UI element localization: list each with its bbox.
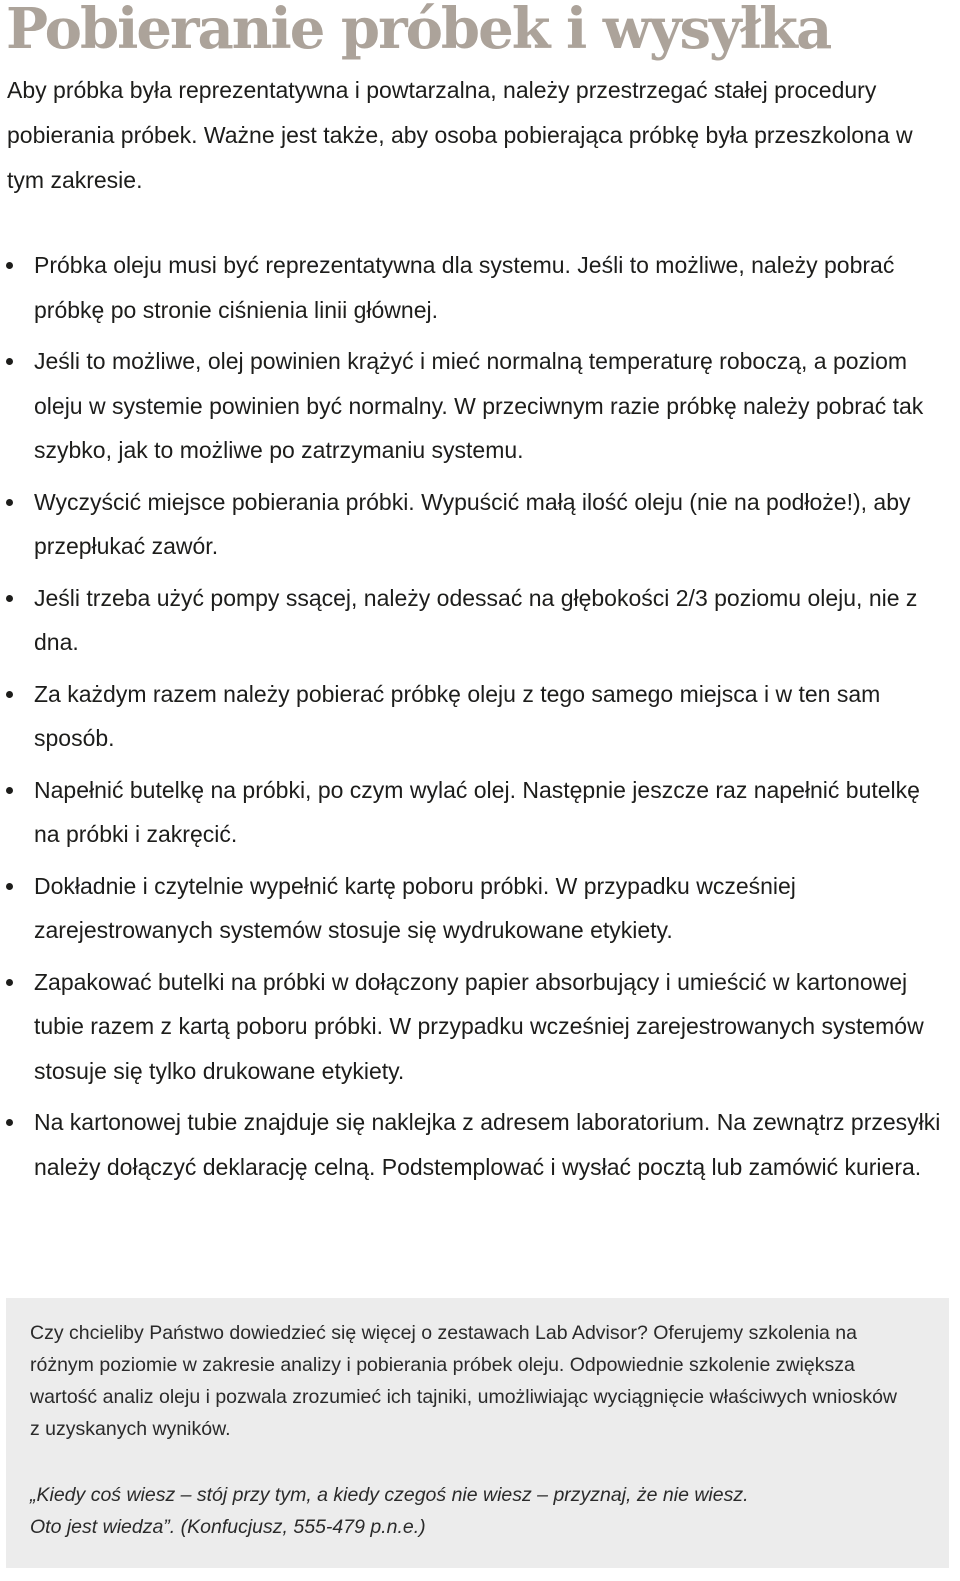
procedure-list xyxy=(0,243,960,1196)
bullet-icon xyxy=(6,1119,13,1126)
list-item-text: Za każdym razem należy pobierać próbkę oleju z tego samego miejsca i w ten sam sposób. xyxy=(34,680,881,751)
bullet-icon xyxy=(6,358,13,365)
list-item-text: Wyczyścić miejsce pobierania próbki. Wypuścić małą ilość oleju (nie na podłoże!), aby przepłukać zawór. xyxy=(34,488,911,559)
list-item-text: Napełnić butelkę na próbki, po czym wylać olej. Następnie jeszcze raz napełnić butelkę na próbki i zakręcić. xyxy=(34,776,920,847)
list-item-text: Dokładnie i czytelnie wypełnić kartę poboru próbki. W przypadku wcześniej zarejestrowanych systemów stosuje się wydrukowane etykiety. xyxy=(34,872,796,943)
list-item xyxy=(0,576,960,665)
bullet-icon xyxy=(6,883,13,890)
list-item-text: Próbka oleju musi być reprezentatywna dla systemu. Jeśli to możliwe, należy pobrać próbkę po stronie ciśnienia linii głównej. xyxy=(34,252,895,323)
bullet-icon xyxy=(6,262,13,269)
training-info-box xyxy=(6,1298,949,1568)
bullet-icon xyxy=(6,499,13,506)
list-item xyxy=(0,1100,960,1189)
list-item xyxy=(0,672,960,761)
training-info-text: Czy chcieliby Państwo dowiedzieć się więcej o zestawach Lab Advisor? Oferujemy szkolenia na różnym poziomie w zakresie analizy i pobierania próbek oleju. Odpowiednie szkolenie zwiększa wartość analiz oleju i pozwala zrozumieć ich tajniki, umożliwiając wyciągnięcie właściwych wniosków z uzyskanych wyników. xyxy=(30,1322,897,1440)
bullet-icon xyxy=(6,979,13,986)
list-item xyxy=(0,768,960,857)
list-item xyxy=(0,339,960,473)
intro-paragraph: Aby próbka była reprezentatywna i powtarzalna, należy przestrzegać stałej procedury pobierania próbek. Ważne jest także, aby osoba pobierająca próbkę była przeszkolona w tym zakresie. xyxy=(7,77,913,193)
bullet-icon xyxy=(6,691,13,698)
list-item-text: Na kartonowej tubie znajduje się naklejka z adresem laboratorium. Na zewnątrz przesyłki należy dołączyć deklarację celną. Podstemplować i wysłać pocztą lub zamówić kuriera. xyxy=(34,1109,941,1180)
list-item-text: Jeśli to możliwe, olej powinien krążyć i mieć normalną temperaturę roboczą, a poziom oleju w systemie powinien być normalny. W przeciwnym razie próbkę należy pobrać tak szybko, jak to możliwe po zatrzymaniu systemu. xyxy=(34,348,924,463)
list-item xyxy=(0,960,960,1094)
list-item xyxy=(0,864,960,953)
bullet-icon xyxy=(6,595,13,602)
quote-line: „Kiedy coś wiesz – stój przy tym, a kiedy czegoś nie wiesz – przyznaj, że nie wiesz. xyxy=(30,1484,749,1506)
list-item-text: Zapakować butelki na próbki w dołączony papier absorbujący i umieścić w kartonowej tubie razem z kartą poboru próbki. W przypadku wcześniej zarejestrowanych systemów stosuje się tylko drukowane etykiety. xyxy=(34,968,924,1084)
list-item xyxy=(0,480,960,569)
bullet-icon xyxy=(6,787,13,794)
page-title: Pobieranie próbek i wysyłka xyxy=(6,0,831,62)
list-item xyxy=(0,243,960,332)
confucius-quote xyxy=(30,1479,910,1543)
quote-line: Oto jest wiedza”. (Konfucjusz, 555-479 p.n.e.) xyxy=(30,1516,426,1538)
list-item-text: Jeśli trzeba użyć pompy ssącej, należy odessać na głębokości 2/3 poziomu oleju, nie z dna. xyxy=(34,584,918,655)
